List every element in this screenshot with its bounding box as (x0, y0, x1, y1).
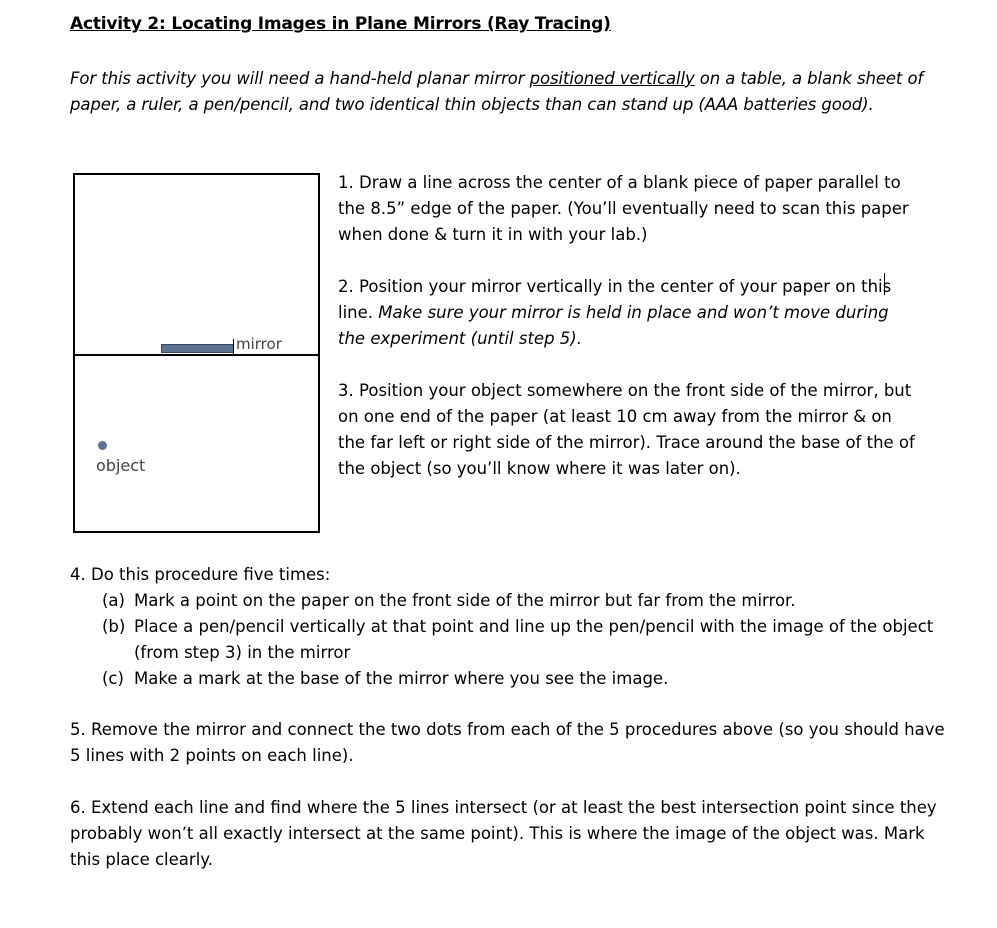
activity-title: Activity 2: Locating Images in Plane Mirrors (Ray Tracing) (70, 14, 611, 34)
procedure-item-text: Make a mark at the base of the mirror where you see the image. (134, 669, 669, 688)
procedure-heading: 4. Do this procedure five times: (70, 565, 331, 584)
step-6: 6. Extend each line and find where the 5 lines intersect (or at least the best intersection point since they probably won’t all exactly intersect at the same point). This is where the image of the object was. Mark this place clearly. (70, 798, 937, 869)
step-2 (338, 274, 918, 352)
procedure-item-label: (c) (102, 669, 124, 688)
mirror-shape (161, 344, 234, 353)
procedure-item-label: (a) (102, 591, 125, 610)
step-5: 5. Remove the mirror and connect the two dots from each of the 5 procedures above (so you should have 5 lines with 2 points on each line). (70, 720, 945, 765)
object-dot (98, 441, 107, 450)
procedure-item (70, 588, 950, 614)
paper-diagram (73, 173, 320, 533)
procedure-item-label: (b) (102, 617, 126, 636)
procedure-item-text: Place a pen/pencil vertically at that point and line up the pen/pencil with the image of the object (from step 3) in the mirror (134, 617, 934, 662)
intro-text-before: For this activity you will need a hand-held planar mirror (70, 69, 530, 88)
procedure-item-text: Mark a point on the paper on the front side of the mirror but far from the mirror. (134, 591, 796, 610)
mirror-label: mirror (236, 335, 282, 353)
steps-column (338, 170, 918, 508)
intro-paragraph (70, 66, 950, 118)
intro-text-after: on a table, a blank sheet of paper, a ruler, a pen/pencil, and two identical thin objects than can stand up (AAA batteries good). (70, 69, 924, 114)
procedure-item (70, 614, 950, 666)
procedure-item (70, 666, 950, 692)
mirror-label-pointer (233, 339, 234, 354)
step-2-text: 2. Position your mirror vertically in the center of your paper on this line. (338, 277, 892, 322)
step-1: 1. Draw a line across the center of a blank piece of paper parallel to the 8.5” edge of the paper. (You’ll eventually need to scan this paper when done & turn it in with your lab.) (338, 173, 909, 244)
object-label: object (96, 456, 146, 475)
text-cursor (884, 273, 885, 295)
procedure-section (70, 562, 950, 692)
step-3: 3. Position your object somewhere on the front side of the mirror, but on one end of the paper (at least 10 cm away from the mirror & on the far left or right side of the mirror). Trace around the base of the of the object (so you’ll know where it was later on). (338, 381, 915, 478)
intro-underlined-text: positioned vertically (529, 69, 695, 88)
step-2-italic-text: Make sure your mirror is held in place and won’t move during the experiment (until step 5). (338, 303, 889, 348)
center-line (75, 354, 318, 356)
